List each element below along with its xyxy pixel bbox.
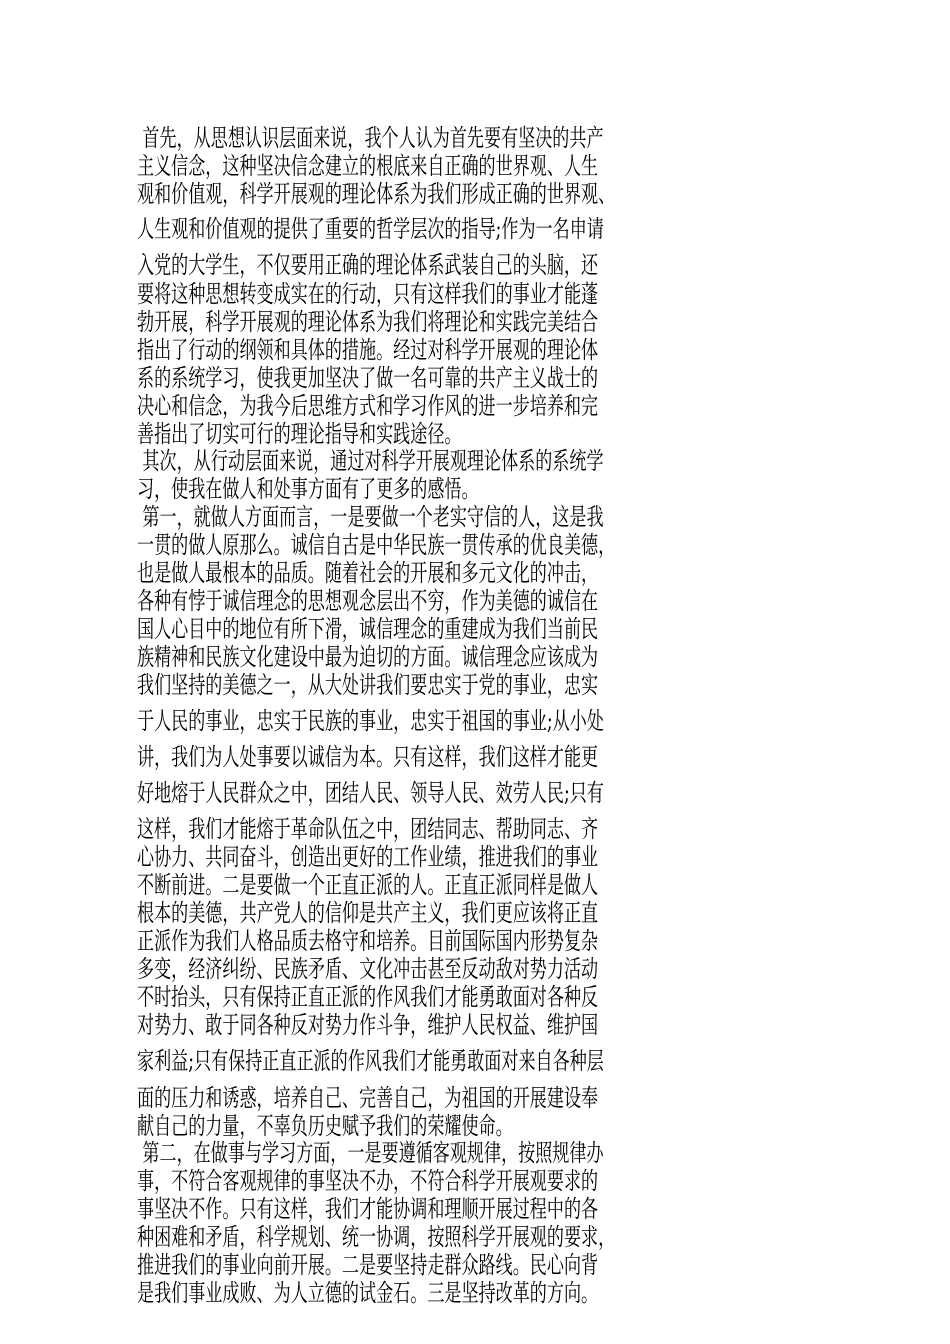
text-line: 一贯的做人原那么。诚信自古是中华民族一贯传承的优良美德， [137, 531, 616, 559]
text-line: 人生观和价值观的提供了重要的哲学层次的指导;作为一名申请 [137, 215, 604, 243]
text-line: 多变，经济纠纷、民族矛盾、文化冲击甚至反动敌对势力活动 [137, 955, 599, 983]
text-line: 族精神和民族文化建设中最为迫切的方面。诚信理念应该成为 [137, 643, 599, 671]
text-line: 国人心目中的地位有所下滑，诚信理念的重建成为我们当前民 [137, 615, 599, 643]
text-line: 事，不符合客观规律的事坚决不办，不符合科学开展观要求的 [137, 1167, 599, 1195]
text-line: 观和价值观，科学开展观的理论体系为我们形成正确的世界观、 [137, 180, 616, 208]
text-line: 也是做人最根本的品质。随着社会的开展和多元文化的冲击， [137, 559, 599, 587]
text-line: 面的压力和诱惑，培养自己、完善自己，为祖国的开展建设奉 [137, 1084, 599, 1112]
text-line: 首先，从思想认识层面来说，我个人认为首先要有坚决的共产 [137, 124, 604, 152]
text-line: 对势力、敢于同各种反对势力作斗争，维护人民权益、维护国 [137, 1011, 599, 1039]
text-line: 献自己的力量，不辜负历史赋予我们的荣耀使命。 [137, 1112, 513, 1140]
text-line: 事坚决不作。只有这样，我们才能协调和理顺开展过程中的各 [137, 1195, 599, 1223]
text-line: 根本的美德，共产党人的信仰是共产主义，我们更应该将正直 [137, 899, 599, 927]
text-line: 主义信念，这种坚决信念建立的根底来自正确的世界观、人生 [137, 152, 599, 180]
text-line: 我们坚持的美德之一，从大处讲我们要忠实于党的事业，忠实 [137, 671, 599, 699]
text-line: 家利益;只有保持正直正派的作风我们才能勇敢面对来自各种层 [137, 1047, 604, 1075]
text-line: 好地熔于人民群众之中，团结人民、领导人民、效劳人民;只有 [137, 779, 604, 807]
text-line: 不断前进。二是要做一个正直正派的人。正直正派同样是做人 [137, 871, 599, 899]
text-line: 指出了行动的纲领和具体的措施。经过对科学开展观的理论体 [137, 336, 599, 364]
text-line: 各种有悖于诚信理念的思想观念层出不穷，作为美德的诚信在 [137, 587, 599, 615]
text-line: 决心和信念，为我今后思维方式和学习作风的进一步培养和完 [137, 392, 599, 420]
text-line: 第一，就做人方面而言，一是要做一个老实守信的人，这是我 [137, 503, 604, 531]
text-line: 要将这种思想转变成实在的行动，只有这样我们的事业才能蓬 [137, 280, 599, 308]
text-line: 系的系统学习，使我更加坚决了做一名可靠的共产主义战士的 [137, 364, 599, 392]
text-line: 是我们事业成败、为人立德的试金石。三是坚持改革的方向。 [137, 1279, 599, 1307]
text-line: 心协力、共同奋斗，创造出更好的工作业绩，推进我们的事业 [137, 843, 599, 871]
text-line: 于人民的事业，忠实于民族的事业，忠实于祖国的事业;从小处 [137, 707, 604, 735]
text-line: 不时抬头，只有保持正直正派的作风我们才能勇敢面对各种反 [137, 983, 599, 1011]
text-line: 正派作为我们人格品质去格守和培养。目前国际国内形势复杂 [137, 927, 599, 955]
text-line: 勃开展，科学开展观的理论体系为我们将理论和实践完美结合 [137, 308, 599, 336]
text-line: 入党的大学生，不仅要用正确的理论体系武装自己的头脑，还 [137, 251, 599, 279]
text-line: 推进我们的事业向前开展。二是要坚持走群众路线。民心向背 [137, 1251, 599, 1279]
text-line: 习，使我在做人和处事方面有了更多的感悟。 [137, 475, 479, 503]
text-line: 善指出了切实可行的理论指导和实践途径。 [137, 420, 462, 448]
text-line: 其次，从行动层面来说，通过对科学开展观理论体系的系统学 [137, 447, 604, 475]
text-line: 种困难和矛盾，科学规划、统一协调，按照科学开展观的要求， [137, 1223, 616, 1251]
text-line: 第二，在做事与学习方面，一是要遵循客观规律，按照规律办 [137, 1139, 604, 1167]
text-line: 讲，我们为人处事要以诚信为本。只有这样，我们这样才能更 [137, 743, 599, 771]
text-line: 这样，我们才能熔于革命队伍之中，团结同志、帮助同志、齐 [137, 815, 599, 843]
